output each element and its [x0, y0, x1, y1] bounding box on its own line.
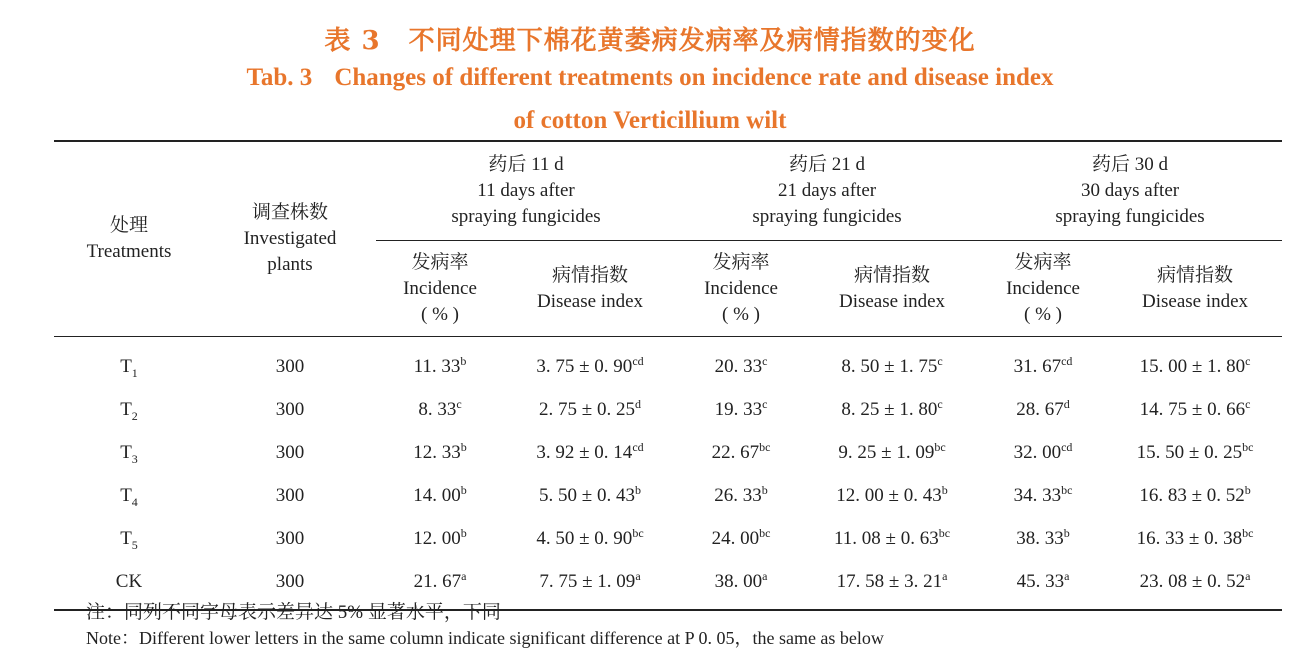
treatment-label: T — [120, 527, 132, 549]
cell-value: 20. 33 — [714, 355, 763, 377]
incidence-cell — [676, 388, 806, 431]
incidence-cell — [978, 560, 1108, 610]
incidence-unit: ( % ) — [722, 303, 760, 325]
group-11d-cn: 药后 11 d — [488, 154, 564, 175]
significance-letter: a — [461, 568, 467, 583]
incidence-cell — [376, 388, 504, 431]
index-en: Disease index — [536, 290, 644, 312]
treatment-label: CK — [115, 570, 143, 592]
cell-value: 8. 50 ± 1. 75 — [841, 355, 938, 377]
group-30d-en2: spraying fungicides — [1055, 206, 1205, 227]
significance-letter: b — [761, 482, 768, 497]
incidence-en: Incidence — [403, 277, 477, 299]
significance-letter: c — [762, 396, 768, 411]
treatment-cell — [54, 337, 204, 389]
plants-cell: 300 — [275, 570, 305, 592]
disease-index-cell — [1108, 337, 1282, 389]
table-title-en-line1 — [0, 64, 1300, 92]
cell-value: 12. 33 — [413, 441, 461, 463]
disease-index-cell — [1108, 431, 1282, 474]
treatment-subscript: 5 — [131, 537, 138, 552]
cell-value: 23. 08 ± 0. 52 — [1139, 570, 1246, 592]
header-group-11d — [376, 141, 676, 241]
significance-letter: bc — [1242, 525, 1254, 540]
cell-value: 11. 08 ± 0. 63 — [833, 527, 939, 549]
header-incidence-11d — [376, 241, 504, 337]
incidence-cell — [978, 431, 1108, 474]
cell-value: 19. 33 — [714, 398, 763, 420]
cell-value: 12. 00 — [413, 527, 461, 549]
treatment-subscript: 4 — [131, 494, 138, 509]
significance-letter: c — [937, 353, 943, 368]
significance-letter: a — [635, 568, 641, 583]
cell-value: 12. 00 ± 0. 43 — [836, 484, 942, 506]
incidence-cell — [676, 431, 806, 474]
table-row — [54, 474, 1282, 517]
footnote-cn: 注：同列不同字母表示差异达 5% 显著水平，下同 — [86, 602, 501, 623]
cell-value: 34. 33 — [1013, 484, 1062, 506]
table-row — [54, 431, 1282, 474]
header-incidence-30d — [978, 241, 1108, 337]
significance-letter: bc — [1242, 439, 1254, 454]
table-number-en: Tab. 3 — [246, 64, 313, 91]
cell-value: 11. 33 — [413, 355, 461, 377]
table-title-cn — [0, 20, 1300, 57]
cell-value: 32. 00 — [1013, 441, 1062, 463]
treatment-label: T — [120, 355, 132, 377]
disease-index-cell — [1108, 560, 1282, 610]
cell-value: 21. 67 — [413, 570, 462, 592]
disease-index-cell — [504, 337, 676, 389]
disease-index-cell — [806, 337, 978, 389]
header-plants-en2: plants — [267, 254, 313, 275]
significance-letter: c — [456, 396, 462, 411]
header-group-30d — [978, 141, 1282, 241]
incidence-cell — [376, 517, 504, 560]
cell-value: 5. 50 ± 0. 43 — [539, 484, 635, 506]
cell-value: 8. 25 ± 1. 80 — [841, 398, 938, 420]
disease-index-cell — [806, 431, 978, 474]
treatment-subscript: 3 — [131, 451, 138, 466]
group-30d-cn: 药后 30 d — [1092, 154, 1169, 175]
incidence-cell — [978, 388, 1108, 431]
data-table — [54, 140, 1282, 611]
cell-value: 3. 75 ± 0. 90 — [536, 355, 633, 377]
cell-value: 8. 33 — [418, 398, 457, 420]
header-investigated-plants — [204, 141, 376, 337]
incidence-unit: ( % ) — [1024, 303, 1063, 325]
incidence-cell — [978, 517, 1108, 560]
header-index-30d — [1108, 241, 1282, 337]
table-title-en-text: Changes of different treatments on incidence rate and disease index — [334, 64, 1054, 91]
disease-index-cell — [1108, 474, 1282, 517]
significance-letter: c — [937, 396, 943, 411]
incidence-cell — [676, 517, 806, 560]
table-row — [54, 337, 1282, 389]
significance-letter: a — [1245, 568, 1251, 583]
cell-value: 45. 33 — [1016, 570, 1065, 592]
cell-value: 2. 75 ± 0. 25 — [539, 398, 635, 420]
table-body — [54, 337, 1282, 611]
index-cn: 病情指数 — [1157, 264, 1234, 286]
significance-letter: cd — [1061, 353, 1073, 368]
cell-value: 15. 00 ± 1. 80 — [1139, 355, 1246, 377]
disease-index-cell — [1108, 517, 1282, 560]
index-en: Disease index — [1142, 290, 1249, 312]
incidence-en: Incidence — [1006, 277, 1080, 299]
plants-cell: 300 — [275, 441, 305, 463]
plants-cell: 300 — [275, 484, 305, 506]
incidence-cn: 发病率 — [1014, 251, 1072, 273]
cell-value: 31. 67 — [1013, 355, 1062, 377]
group-21d-en2: spraying fungicides — [752, 206, 902, 227]
significance-letter: bc — [938, 525, 951, 540]
group-11d-en1: 11 days after — [477, 180, 575, 201]
incidence-cn: 发病率 — [712, 251, 770, 273]
table-number-cn: 表 3 — [324, 26, 381, 56]
treatment-subscript: 1 — [131, 365, 138, 380]
table-title-en-line2: of cotton Verticillium wilt — [513, 107, 787, 134]
significance-letter: cd — [1061, 439, 1073, 454]
header-index-11d — [504, 241, 676, 337]
header-incidence-21d — [676, 241, 806, 337]
header-index-21d — [806, 241, 978, 337]
cell-value: 3. 92 ± 0. 14 — [536, 441, 633, 463]
group-11d-en2: spraying fungicides — [451, 206, 601, 227]
group-30d-en1: 30 days after — [1080, 180, 1180, 201]
disease-index-cell — [504, 517, 676, 560]
header-plants-cn: 调查株数 — [251, 202, 328, 223]
incidence-cell — [376, 431, 504, 474]
significance-letter: bc — [759, 439, 771, 454]
significance-letter: a — [942, 568, 948, 583]
significance-letter: b — [941, 482, 948, 497]
incidence-cn: 发病率 — [411, 251, 469, 273]
significance-letter: cd — [632, 353, 644, 368]
significance-letter: a — [762, 568, 768, 583]
cell-value: 9. 25 ± 1. 09 — [838, 441, 935, 463]
cell-value: 17. 58 ± 3. 21 — [836, 570, 943, 592]
cell-value: 14. 75 ± 0. 66 — [1139, 398, 1246, 420]
disease-index-cell — [504, 388, 676, 431]
significance-letter: cd — [632, 439, 644, 454]
cell-value: 16. 83 ± 0. 52 — [1139, 484, 1245, 506]
significance-letter: b — [460, 525, 467, 540]
header-treatments-en: Treatments — [86, 241, 172, 262]
treatment-subscript: 2 — [131, 408, 138, 423]
disease-index-cell — [806, 517, 978, 560]
incidence-cell — [978, 474, 1108, 517]
treatment-label: T — [120, 441, 132, 463]
cell-value: 14. 00 — [413, 484, 461, 506]
plants-cell: 300 — [275, 355, 305, 377]
significance-letter: b — [460, 353, 467, 368]
incidence-unit: ( % ) — [421, 303, 459, 325]
treatment-cell — [54, 517, 204, 560]
disease-index-cell — [504, 474, 676, 517]
cell-value: 22. 67 — [711, 441, 760, 463]
significance-letter: b — [1244, 482, 1251, 497]
treatment-label: T — [120, 398, 132, 420]
index-cn: 病情指数 — [552, 264, 629, 286]
cell-value: 24. 00 — [711, 527, 760, 549]
treatment-cell — [54, 388, 204, 431]
treatment-cell — [54, 474, 204, 517]
group-21d-en1: 21 days after — [777, 180, 877, 201]
incidence-en: Incidence — [704, 277, 778, 299]
plants-cell: 300 — [275, 527, 305, 549]
disease-index-cell — [806, 560, 978, 610]
significance-letter: bc — [759, 525, 771, 540]
significance-letter: a — [1064, 568, 1070, 583]
cell-value: 16. 33 ± 0. 38 — [1136, 527, 1243, 549]
header-plants-en1: Investigated — [243, 228, 337, 249]
incidence-cell — [676, 337, 806, 389]
header-treatments — [54, 141, 204, 337]
significance-letter: bc — [934, 439, 946, 454]
disease-index-cell — [504, 431, 676, 474]
significance-letter: c — [1245, 353, 1251, 368]
cell-value: 4. 50 ± 0. 90 — [536, 527, 633, 549]
significance-letter: d — [1063, 396, 1070, 411]
significance-letter: c — [762, 353, 768, 368]
significance-letter: d — [634, 396, 641, 411]
incidence-cell — [676, 474, 806, 517]
significance-letter: bc — [1061, 482, 1073, 497]
disease-index-cell — [1108, 388, 1282, 431]
table-row — [54, 388, 1282, 431]
cell-value: 38. 33 — [1016, 527, 1064, 549]
disease-index-cell — [806, 388, 978, 431]
incidence-cell — [376, 337, 504, 389]
index-cn: 病情指数 — [854, 264, 931, 286]
significance-letter: b — [1063, 525, 1070, 540]
incidence-cell — [676, 560, 806, 610]
group-21d-cn: 药后 21 d — [789, 154, 866, 175]
plants-cell: 300 — [275, 398, 305, 420]
significance-letter: bc — [632, 525, 644, 540]
significance-letter: c — [1245, 396, 1251, 411]
incidence-cell — [978, 337, 1108, 389]
cell-value: 15. 50 ± 0. 25 — [1136, 441, 1243, 463]
cell-value: 7. 75 ± 1. 09 — [539, 570, 636, 592]
header-treatments-cn: 处理 — [109, 215, 148, 236]
footnote-en: Note：Different lower letters in the same column indicate significant difference at P 0. 05，the same as below — [86, 628, 884, 648]
significance-letter: b — [634, 482, 641, 497]
treatment-label: T — [120, 484, 132, 506]
cell-value: 26. 33 — [714, 484, 762, 506]
cell-value: 28. 67 — [1016, 398, 1064, 420]
cell-value: 38. 00 — [714, 570, 763, 592]
treatment-cell — [54, 431, 204, 474]
disease-index-cell — [504, 560, 676, 610]
incidence-cell — [376, 474, 504, 517]
index-en: Disease index — [838, 290, 946, 312]
disease-index-cell — [806, 474, 978, 517]
table-row — [54, 517, 1282, 560]
table-title-cn-text: 不同处理下棉花黄萎病发病率及病情指数的变化 — [408, 26, 976, 56]
significance-letter: b — [460, 482, 467, 497]
significance-letter: b — [460, 439, 467, 454]
header-group-21d — [676, 141, 978, 241]
